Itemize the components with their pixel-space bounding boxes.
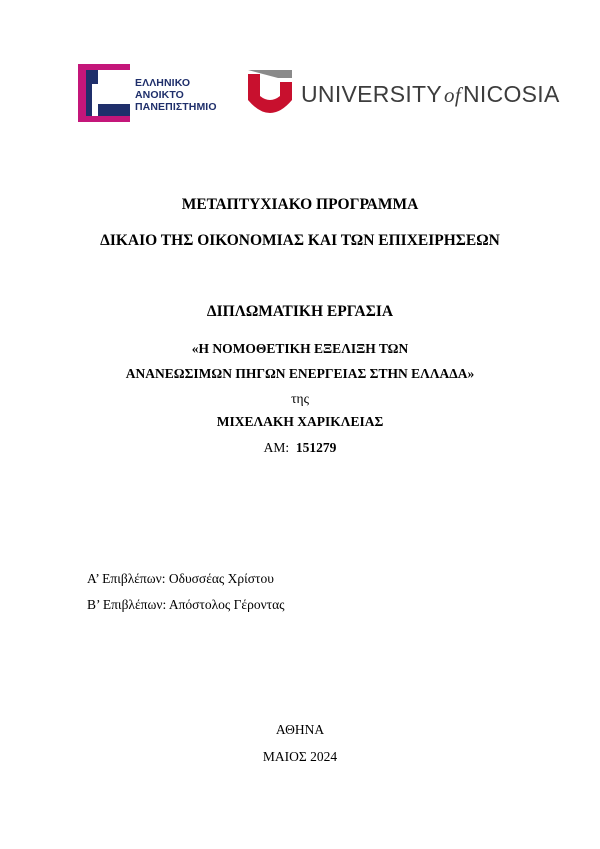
eap-name-line: ΑΝΟΙΚΤΟ	[135, 89, 184, 101]
unic-word-of: of	[444, 83, 461, 107]
eap-emblem-icon	[78, 64, 130, 122]
supervisor-a: Α’ Επιβλέπων: Οδυσσέας Χρίστου	[87, 571, 274, 586]
eap-name-line: ΠΑΝΕΠΙΣΤΗΜΙΟ	[135, 101, 217, 113]
unic-word-university: UNIVERSITY	[301, 81, 443, 107]
student-id-value: 151279	[295, 440, 337, 455]
supervisor-b: Β’ Επιβλέπων: Απόστολος Γέροντας	[87, 597, 285, 612]
unic-wordmark	[301, 81, 560, 108]
date: ΜΑΙΟΣ 2024	[262, 749, 338, 764]
thesis-title-line: ΑΝΑΝΕΩΣΙΜΩΝ ΠΗΓΩΝ ΕΝΕΡΓΕΙΑΣ ΣΤΗΝ ΕΛΛΑΔΑ»	[125, 366, 475, 381]
by-word: της	[291, 391, 309, 406]
program-title: ΜΕΤΑΠΤΥΧΙΑΚΟ ΠΡΟΓΡΑΜΜΑ	[181, 196, 419, 213]
eap-logo	[78, 64, 228, 124]
thesis-type: ΔΙΠΛΩΜΑΤΙΚΗ ΕΡΓΑΣΙΑ	[206, 303, 394, 320]
unic-logo	[248, 70, 560, 120]
program-name: ΔΙΚΑΙΟ ΤΗΣ ΟΙΚΟΝΟΜΙΑΣ ΚΑΙ ΤΩΝ ΕΠΙΧΕΙΡΗΣΕΩΝ	[100, 232, 500, 249]
eap-name	[135, 77, 217, 113]
city: ΑΘΗΝΑ	[275, 722, 325, 737]
eap-name-line: ΕΛΛΗΝΙΚΟ	[135, 77, 191, 89]
student-id-label: ΑΜ:	[263, 440, 290, 455]
thesis-title-line: «Η ΝΟΜΟΘΕΤΙΚΗ ΕΞΕΛΙΞΗ ΤΩΝ	[191, 341, 409, 356]
unic-word-nicosia: NICOSIA	[462, 81, 560, 107]
unic-shield-icon	[248, 70, 292, 118]
author-name: ΜΙΧΕΛΑΚΗ ΧΑΡΙΚΛΕΙΑΣ	[216, 414, 384, 429]
student-id-row	[0, 440, 600, 456]
